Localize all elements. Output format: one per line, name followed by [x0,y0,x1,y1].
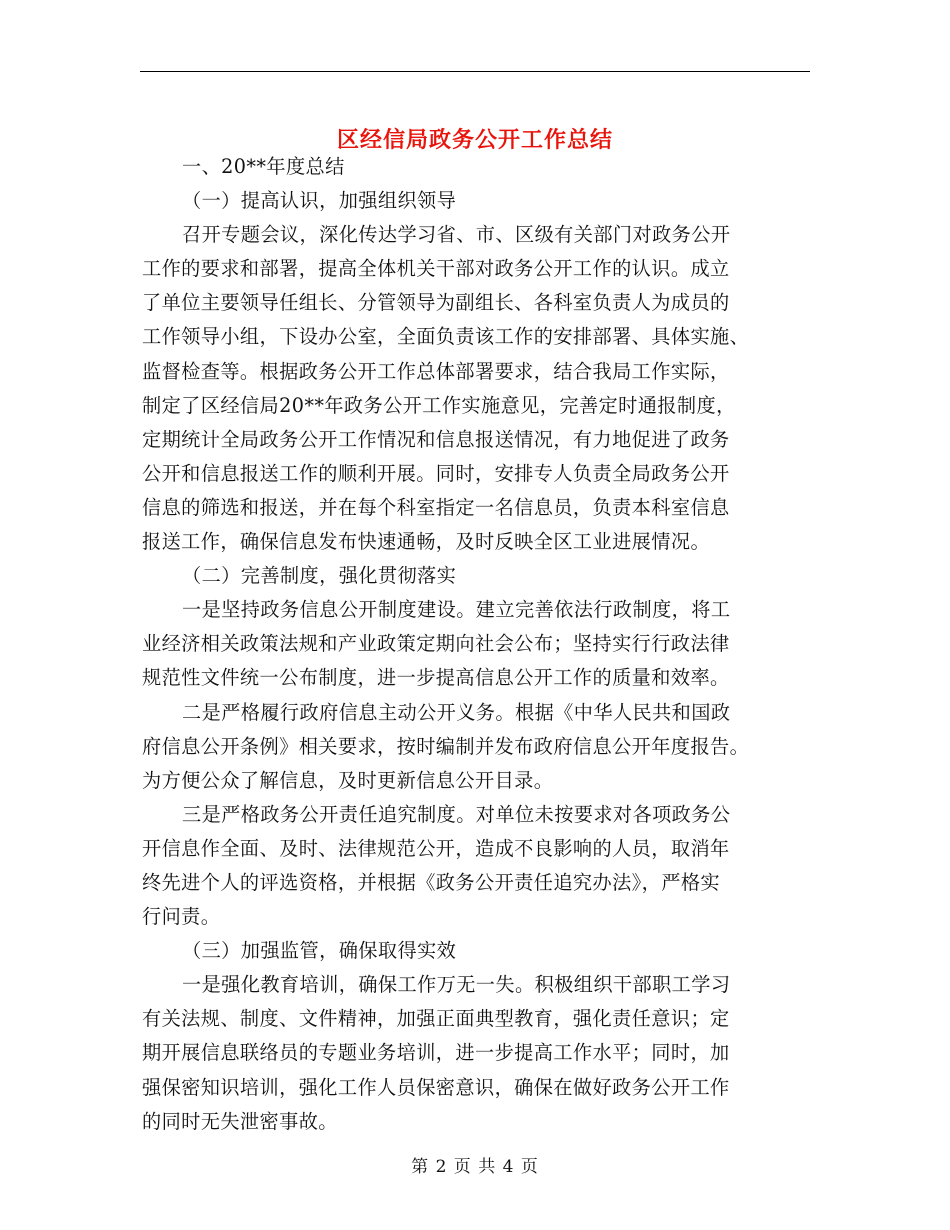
heading-annual-summary: 一、20**年度总结 [182,155,345,178]
section-heading-3: （三）加强监管，确保取得实效 [182,939,457,963]
paragraph-line: 为方便公众了解信息，及时更新信息公开目录。 [142,768,554,792]
paragraph-line: 有关法规、制度、文件精神，加强正面典型教育，强化责任意识；定 [142,1007,730,1031]
section-heading-2: （二）完善制度，强化贯彻落实 [182,564,457,588]
paragraph-line: 终先进个人的评选资格，并根据《政务公开责任追究办法》，严格实 [142,870,721,894]
paragraph-line: 工作的要求和部署，提高全体机关干部对政务公开工作的认识。成立 [142,257,730,281]
paragraph-line: 报送工作，确保信息发布快速通畅，及时反映全区工业进展情况。 [142,530,711,554]
paragraph-line: 二是严格履行政府信息主动公开义务。根据《中华人民共和国政 [182,700,731,724]
header-rule [140,71,810,72]
paragraph-line: 制定了区经信局20**年政务公开工作实施意见，完善定时通报制度， [142,393,736,417]
paragraph-line: 规范性文件统一公布制度，进一步提高信息公开工作的质量和效率。 [142,666,730,690]
document-title: 区经信局政务公开工作总结 [336,126,613,153]
paragraph-line: 行问责。 [142,905,221,929]
document-body [142,150,802,1139]
paragraph-line: 强保密知识培训，强化工作人员保密意识，确保在做好政务公开工作 [142,1075,730,1099]
paragraph-line: 的同时无失泄密事故。 [142,1109,338,1133]
paragraph-line: 一是坚持政务信息公开制度建设。建立完善依法行政制度，将工 [182,598,731,622]
paragraph-line: 一是强化教育培训，确保工作万无一失。积极组织干部职工学习 [182,973,731,997]
paragraph-line: 了单位主要领导任组长、分管领导为副组长、各科室负责人为成员的 [142,291,730,315]
paragraph-line: 业经济相关政策法规和产业政策定期向社会公布；坚持实行行政法律 [142,632,730,656]
paragraph-line: 三是严格政务公开责任追究制度。对单位未按要求对各项政务公 [182,802,731,826]
paragraph-line: 监督检查等。根据政务公开工作总体部署要求，结合我局工作实际， [142,359,730,383]
paragraph-line: 公开和信息报送工作的顺利开展。同时，安排专人负责全局政务公开 [142,461,730,485]
section-heading-1: （一）提高认识，加强组织领导 [182,189,457,213]
paragraph-line: 信息的筛选和报送，并在每个科室指定一名信息员，负责本科室信息 [142,495,730,519]
paragraph-line: 期开展信息联络员的专题业务培训，进一步提高工作水平；同时，加 [142,1041,730,1065]
paragraph-line: 工作领导小组，下设办公室，全面负责该工作的安排部署、具体实施、 [142,325,750,349]
paragraph-line: 召开专题会议，深化传达学习省、市、区级有关部门对政务公开 [182,223,731,247]
paragraph-line: 定期统计全局政务公开工作情况和信息报送情况，有力地促进了政务 [142,427,730,451]
paragraph-line: 开信息作全面、及时、法律规范公开，造成不良影响的人员，取消年 [142,836,730,860]
page-number-footer: 第 2 页 共 4 页 [411,1157,539,1177]
paragraph-line: 府信息公开条例》相关要求，按时编制并发布政府信息公开年度报告。 [142,734,750,758]
